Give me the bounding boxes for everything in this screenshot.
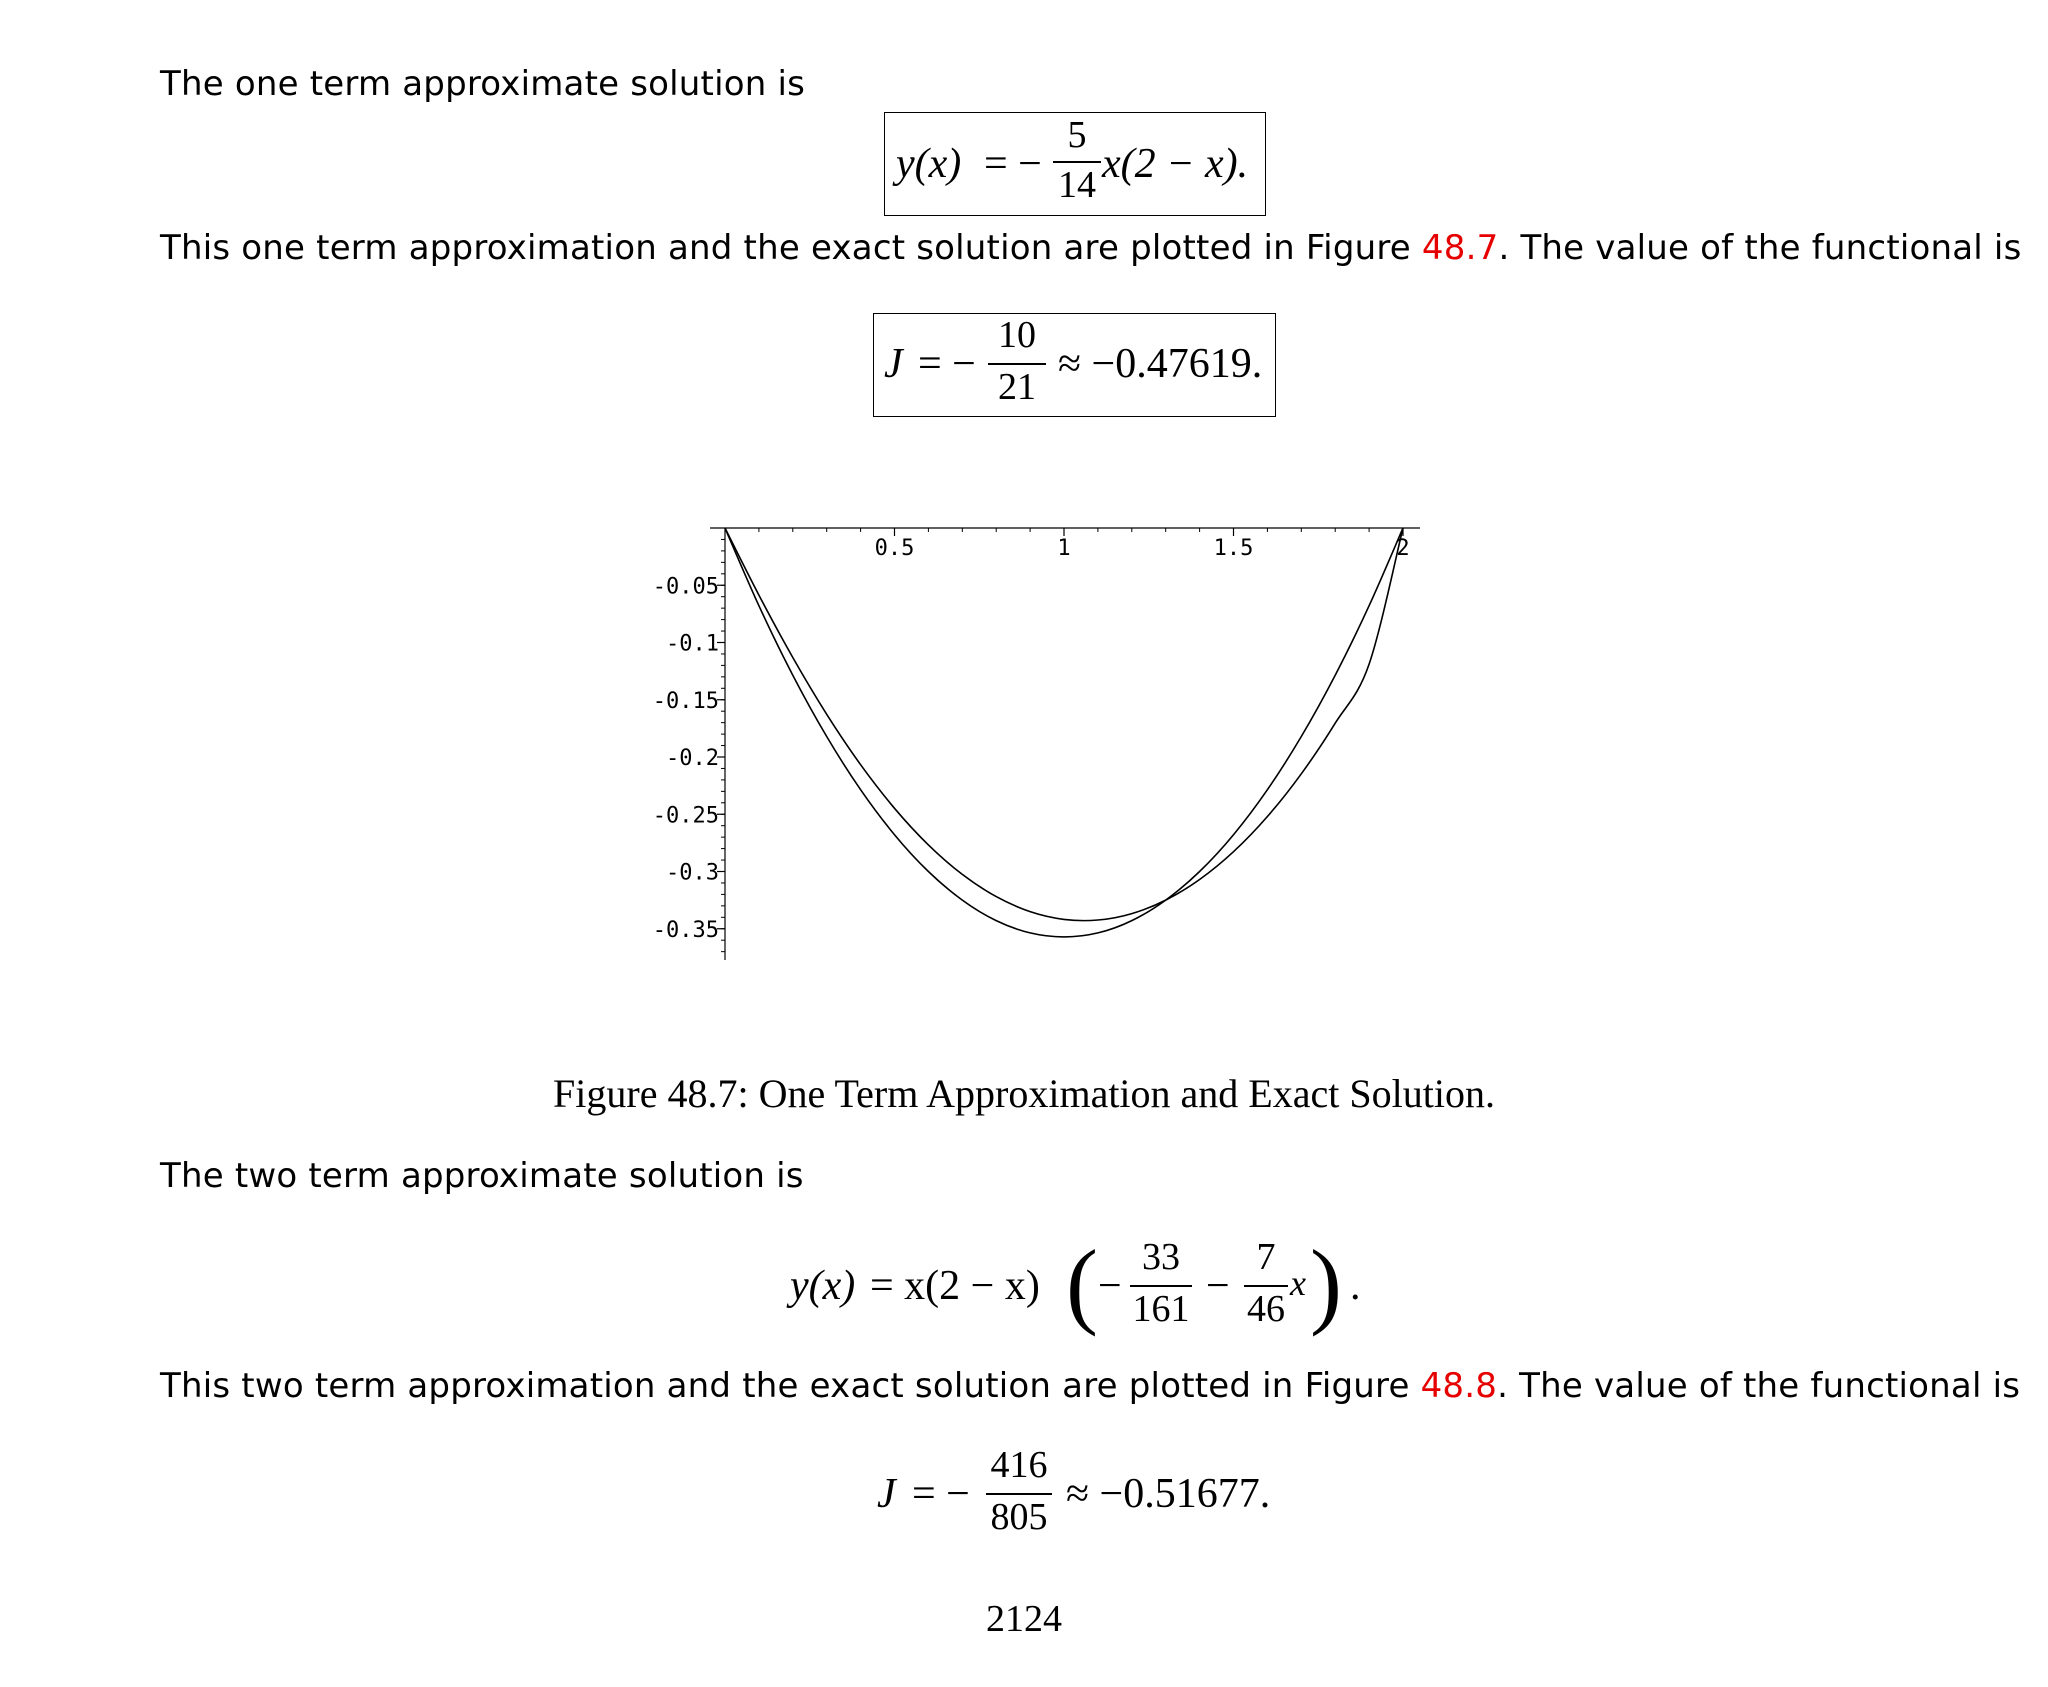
eq3-fraction-1 <box>1130 1234 1192 1332</box>
x-tick-label: 2 <box>1396 536 1410 561</box>
eq3-x: x <box>1290 1263 1306 1303</box>
eq1-numerator: 5 <box>1067 114 1087 156</box>
series-one-term-approximation <box>725 528 1403 937</box>
eq4-numerator: 416 <box>990 1444 1048 1486</box>
eq4-denominator: 805 <box>990 1496 1048 1538</box>
eq3-minus-1: − <box>1098 1263 1122 1309</box>
eq3-lhs: y(x) <box>790 1263 856 1309</box>
figure-caption: Figure 48.7: One Term Approximation and Exact Solution. <box>553 1071 1495 1116</box>
paragraph-3: The two term approximate solution is <box>160 1156 804 1196</box>
eq4-lhs: J <box>877 1471 896 1517</box>
eq2-lhs: J <box>884 341 903 387</box>
eq2-equals: = − <box>918 341 976 387</box>
page-number: 2124 <box>986 1598 1062 1640</box>
eq3-denominator-2: 46 <box>1247 1288 1285 1330</box>
eq1-denominator: 14 <box>1058 164 1096 206</box>
eq3-right-paren: ) <box>1310 1230 1342 1337</box>
eq3-left-paren: ( <box>1066 1230 1098 1337</box>
p4-text-after: . The value of the functional is <box>1497 1366 2021 1406</box>
eq1-rhs: x(2 − x). <box>1102 141 1249 187</box>
eq3-period: . <box>1350 1263 1361 1309</box>
eq1-equals: = − <box>984 141 1042 187</box>
eq2-numerator: 10 <box>998 314 1036 356</box>
y-tick-label: -0.25 <box>652 803 719 829</box>
figure-ref-48-7[interactable]: 48.7 <box>1421 228 1499 268</box>
y-tick-label: -0.15 <box>652 688 719 714</box>
eq4-fraction <box>986 1442 1052 1540</box>
p2-text-before: This one term approximation and the exact solution are plotted in Figure <box>160 228 1422 268</box>
eq3-numerator-1: 33 <box>1142 1236 1180 1278</box>
p2-text-after: . The value of the functional is <box>1498 228 2022 268</box>
eq3-minus-2: − <box>1206 1263 1230 1309</box>
x-tick-label: 1 <box>1057 536 1071 561</box>
figure-ref-48-8[interactable]: 48.8 <box>1420 1366 1498 1406</box>
eq4-equals: = − <box>912 1471 970 1517</box>
x-tick-label: 1.5 <box>1213 536 1254 561</box>
y-tick-label: -0.35 <box>652 917 719 943</box>
p4-text-before: This two term approximation and the exact solution are plotted in Figure <box>160 1366 1421 1406</box>
paragraph-1: The one term approximate solution is <box>160 64 806 104</box>
y-tick-label: -0.3 <box>666 860 719 886</box>
paragraph-4 <box>160 1366 2020 1406</box>
series-exact-solution <box>725 528 1403 921</box>
eq3-mid: = x(2 − x) <box>870 1263 1040 1309</box>
y-tick-label: -0.2 <box>666 746 719 771</box>
eq3-numerator-2: 7 <box>1256 1236 1276 1278</box>
eq1-lhs: y(x) <box>896 141 962 187</box>
eq3-fraction-2 <box>1244 1234 1288 1332</box>
x-tick-label: 0.5 <box>874 536 915 561</box>
eq3-denominator-1: 161 <box>1132 1288 1190 1330</box>
eq2-rhs: ≈ −0.47619. <box>1058 341 1263 387</box>
eq2-denominator: 21 <box>998 366 1036 408</box>
y-tick-label: -0.05 <box>652 574 719 600</box>
y-tick-label: -0.1 <box>666 631 719 657</box>
eq4-rhs: ≈ −0.51677. <box>1066 1471 1271 1517</box>
